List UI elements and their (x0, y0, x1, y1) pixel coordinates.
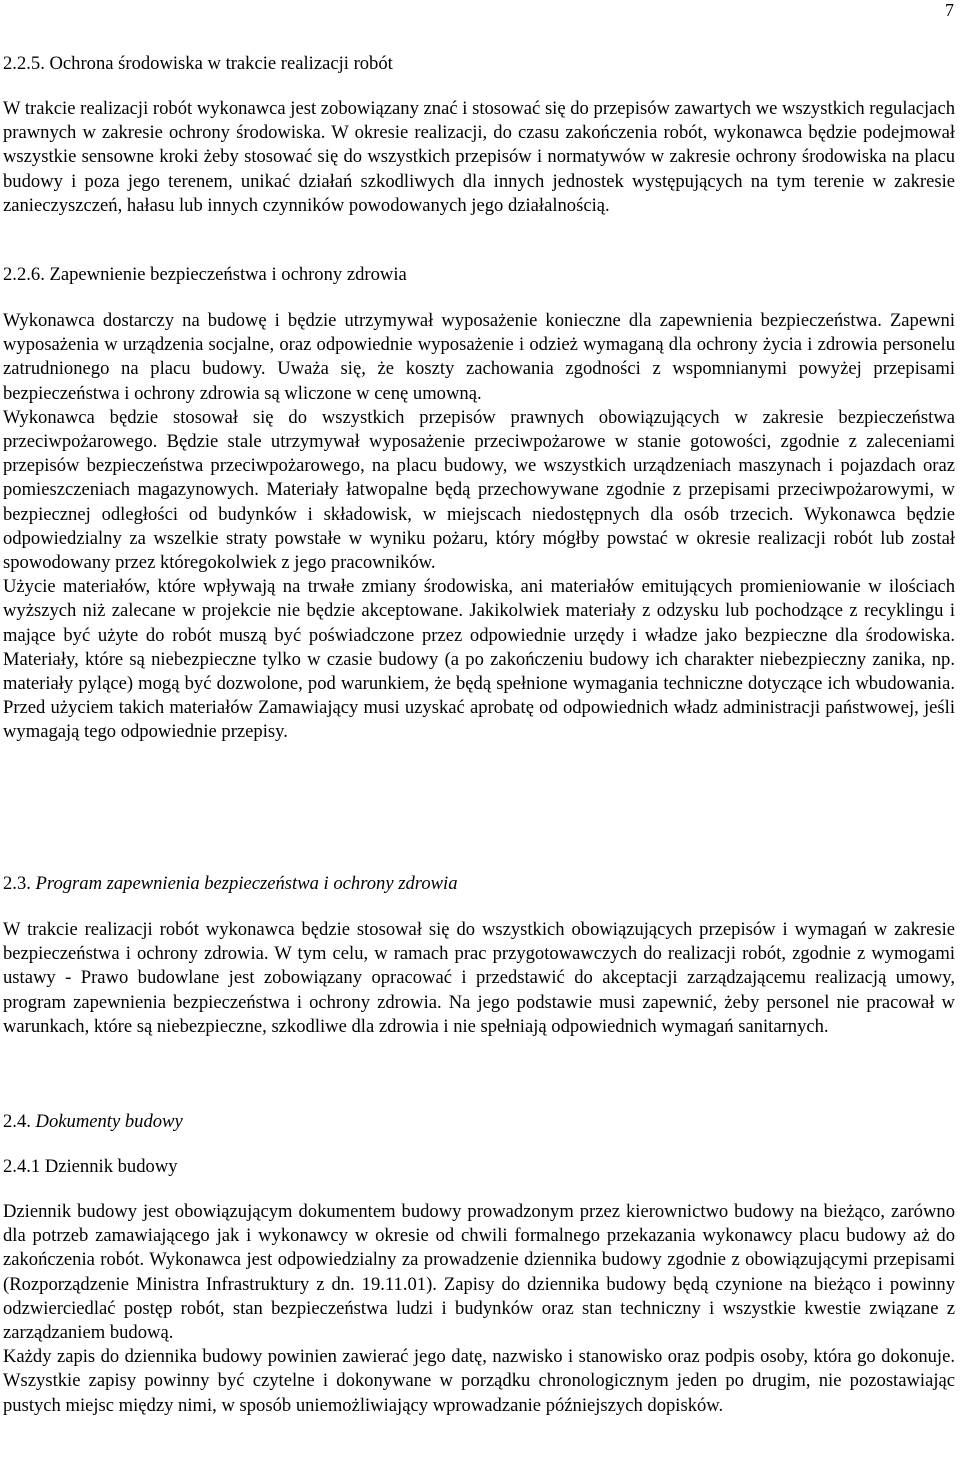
section-title: Program zapewnienia bezpieczeństwa i ochrony zdrowia (35, 873, 458, 894)
page-number: 7 (945, 0, 954, 20)
section-number: 2.4. (3, 1111, 31, 1132)
paragraph: Wykonawca będzie stosował się do wszystkich przepisów prawnych obowiązujących w zakresie bezpieczeństwa przeciwpożarowego. Będzie stale utrzymywał wyposażenie przeciwpożarowe w stanie gotowości, zgodnie z zaleceniami przepisów bezpieczeństwa przeciwpożarowego, na placu budowy, we wszystkich urządzeniach maszynach i pojazdach oraz pomieszczeniach magazynowych. Materiały łatwopalne będą przechowywane zgodnie z przepisami przeciwpożarowymi, w bezpiecznej odległości od budynków i składowisk, w miejscach niedostępnych dla osób trzecich. Wykonawca będzie odpowiedzialny za wszelkie straty powstałe w wyniku pożaru, który mógłby powstać w okresie realizacji robót lub został spowodowany przez któregokolwiek z jego pracowników. (3, 406, 955, 574)
section-2-2-6-body (3, 309, 955, 745)
section-2-2-5-body (3, 97, 955, 218)
heading-2-4 (3, 1110, 955, 1134)
paragraph: W trakcie realizacji robót wykonawca będzie stosował się do wszystkich obowiązujących przepisów i wymagań w zakresie bezpieczeństwa i ochrony zdrowia. W tym celu, w ramach prac przygotowawczych do realizacji robót, zgodnie z wymogami ustawy - Prawo budowlane jest zobowiązany opracować i przedstawić do akceptacji zarządzającemu realizacją umowy, program zapewnienia bezpieczeństwa i ochrony zdrowia. Na jego podstawie musi zapewnić, żeby personel nie pracował w warunkach, które są niebezpieczne, szkodliwe dla zdrowia i nie spełniają odpowiednich wymagań sanitarnych. (3, 919, 955, 1037)
paragraph: W trakcie realizacji robót wykonawca jest zobowiązany znać i stosować się do przepisów zawartych we wszystkich regulacjach prawnych w zakresie ochrony środowiska. W okresie realizacji, do czasu zakończenia robót, wykonawca będzie podejmował wszystkie sensowne kroki żeby stosować się do wszystkich przepisów i normatywów w zakresie ochrony środowiska na placu budowy i poza jego terenem, unikać działań szkodliwych dla innych jednostek występujących na tym terenie w zakresie zanieczyszczeń, hałasu lub innych czynników powodowanych jego działalnością. (3, 98, 955, 216)
paragraph: Użycie materiałów, które wpływają na trwałe zmiany środowiska, ani materiałów emitujących promieniowanie w ilościach wyższych niż zalecane w projekcie nie będzie akceptowane. Jakikolwiek materiały z odzysku lub pochodzące z recyklingu i mające być użyte do robót muszą być poświadczone przez odpowiednie urzędy i władze jako bezpieczne dla środowiska. Materiały, które są niebezpieczne tylko w czasie budowy (a po zakończeniu budowy ich charakter niebezpieczny zanika, np. materiały pylące) mogą być dozwolone, pod warunkiem, że będą spełnione wymagania techniczne dotyczące ich wbudowania. Przed użyciem takich materiałów Zamawiający musi uzyskać aprobatę od odpowiednich władz administracji państwowej, jeśli wymagają tego odpowiednie przepisy. (3, 576, 955, 743)
section-number: 2.3. (3, 873, 31, 894)
section-2-4-1-body (3, 1200, 955, 1418)
heading-2-2-6: 2.2.6. Zapewnienie bezpieczeństwa i ochrony zdrowia (3, 264, 407, 285)
paragraph: Każdy zapis do dziennika budowy powinien zawierać jego datę, nazwisko i stanowisko oraz podpis osoby, która go dokonuje. Wszystkie zapisy powinny być czytelne i dokonywane w porządku chronologicznym jeden po drugim, nie pozostawiając pustych miejsc między nimi, w sposób uniemożliwiający wprowadzanie późniejszych dopisków. (3, 1346, 955, 1416)
heading-2-4-1: 2.4.1 Dziennik budowy (3, 1156, 178, 1177)
paragraph: Wykonawca dostarczy na budowę i będzie utrzymywał wyposażenie konieczne dla zapewnienia bezpieczeństwa. Zapewni wyposażenia w urządzenia socjalne, oraz odpowiednie wyposażenie i odzież wymaganą dla ochrony życia i zdrowia personelu zatrudnionego na placu budowy. Uważa się, że koszty zachowania zgodności z wspomnianymi powyżej przepisami bezpieczeństwa i ochrony zdrowia są wliczone w cenę umowną. (3, 310, 955, 404)
section-title: Dokumenty budowy (35, 1111, 183, 1132)
heading-2-3 (3, 872, 955, 896)
paragraph: Dziennik budowy jest obowiązującym dokumentem budowy prowadzonym przez kierownictwo budowy na bieżąco, zarówno dla potrzeb zamawiającego jak i wykonawcy w okresie od chwili formalnego przekazania wykonawcy placu budowy aż do zakończenia robót. Wykonawca jest odpowiedzialny za prowadzenie dziennika budowy zgodnie z obowiązującymi przepisami (Rozporządzenie Ministra Infrastruktury z dn. 19.11.01). Zapisy do dziennika budowy będą czynione na bieżąco i powinny odzwierciedlać postęp robót, stan bezpieczeństwa ludzi i budynków oraz stan techniczny i wszystkie kwestie związane z zarządzaniem budową. (3, 1201, 955, 1344)
heading-2-2-5: 2.2.5. Ochrona środowiska w trakcie realizacji robót (3, 53, 393, 74)
section-2-3-body (3, 918, 955, 1039)
